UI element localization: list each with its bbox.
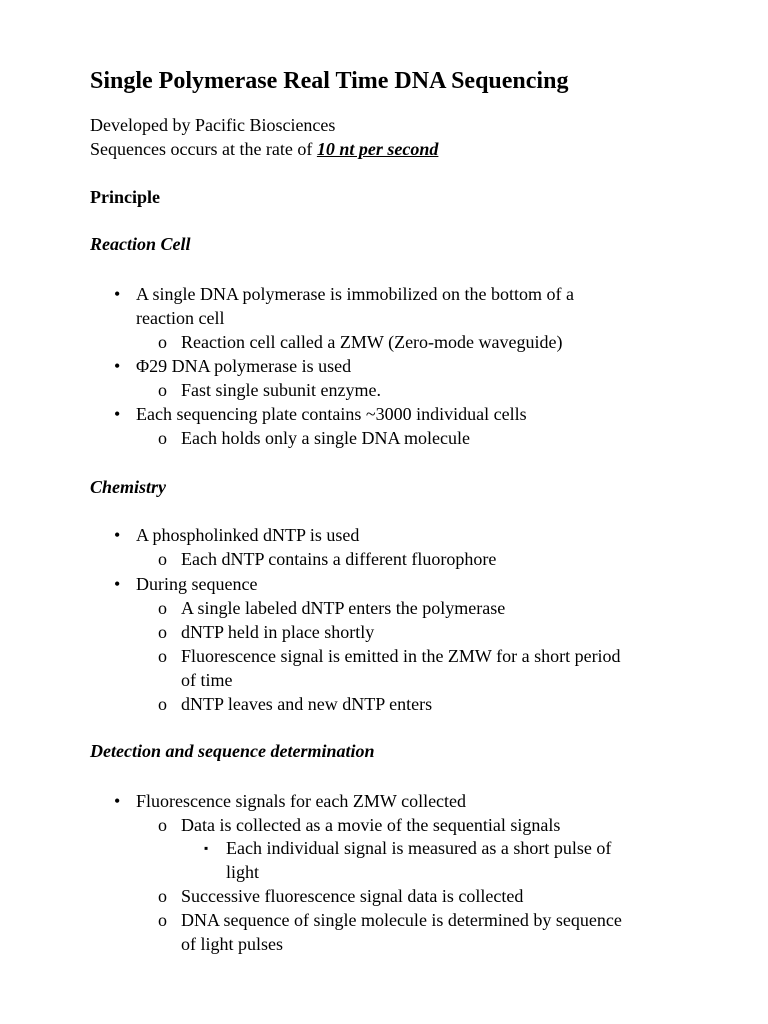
circle-bullet-icon: o (158, 549, 167, 569)
chemistry-item-2-sub-3-line-1: Fluorescence signal is emitted in the ZMW for a short period (181, 646, 621, 666)
reaction-item-3: Each sequencing plate contains ~3000 individual cells (136, 404, 527, 424)
bullet-icon: • (114, 574, 121, 594)
bullet-icon: • (114, 791, 121, 811)
chemistry-item-1-sub-1: Each dNTP contains a different fluorophore (181, 549, 497, 569)
reaction-item-1-sub-1: Reaction cell called a ZMW (Zero-mode waveguide) (181, 332, 563, 352)
circle-bullet-icon: o (158, 332, 167, 352)
reaction-item-2: Φ29 DNA polymerase is used (136, 356, 352, 376)
chemistry-heading: Chemistry (90, 477, 167, 497)
reaction-item-1-line-2: reaction cell (136, 308, 225, 328)
square-bullet-icon: ▪ (204, 841, 209, 855)
bullet-icon: • (114, 525, 121, 545)
circle-bullet-icon: o (158, 380, 167, 400)
principle-heading: Principle (90, 187, 160, 207)
rate-value: 10 nt per second (316, 139, 439, 159)
circle-bullet-icon: o (158, 815, 167, 835)
chemistry-item-2-sub-4: dNTP leaves and new dNTP enters (181, 694, 433, 714)
detection-item-1: Fluorescence signals for each ZMW collected (136, 791, 467, 811)
chemistry-item-2: During sequence (136, 574, 258, 594)
chemistry-item-2-sub-1: A single labeled dNTP enters the polymerase (181, 598, 506, 618)
circle-bullet-icon: o (158, 910, 167, 930)
detection-item-1-sub-3-line-2: of light pulses (181, 934, 283, 954)
bullet-icon: • (114, 284, 121, 304)
detection-item-1-sub-3-line-1: DNA sequence of single molecule is determined by sequence (181, 910, 622, 930)
developer-line: Developed by Pacific Biosciences (90, 115, 336, 135)
reaction-item-3-sub-1: Each holds only a single DNA molecule (181, 428, 470, 448)
detection-item-1-sub-1-sub-1-line-1: Each individual signal is measured as a short pulse of (226, 838, 612, 858)
detection-item-1-sub-1: Data is collected as a movie of the sequential signals (181, 815, 561, 835)
circle-bullet-icon: o (158, 428, 167, 448)
detection-item-1-sub-1-sub-1-line-2: light (226, 862, 260, 882)
chemistry-item-1: A phospholinked dNTP is used (136, 525, 360, 545)
bullet-icon: • (114, 356, 121, 376)
detection-item-1-sub-2: Successive fluorescence signal data is collected (181, 886, 524, 906)
circle-bullet-icon: o (158, 622, 167, 642)
circle-bullet-icon: o (158, 598, 167, 618)
reaction-item-2-sub-1: Fast single subunit enzyme. (181, 380, 381, 400)
chemistry-item-2-sub-2: dNTP held in place shortly (181, 622, 375, 642)
rate-line-prefix: Sequences occurs at the rate of (90, 139, 317, 159)
circle-bullet-icon: o (158, 886, 167, 906)
chemistry-item-2-sub-3-line-2: of time (181, 670, 233, 690)
rate-line (90, 137, 438, 161)
document-title: Single Polymerase Real Time DNA Sequencing (90, 68, 569, 94)
bullet-icon: • (114, 404, 121, 424)
reaction-cell-heading: Reaction Cell (90, 234, 191, 254)
circle-bullet-icon: o (158, 646, 167, 666)
reaction-item-1-line-1: A single DNA polymerase is immobilized on the bottom of a (136, 284, 574, 304)
detection-heading: Detection and sequence determination (90, 741, 375, 761)
circle-bullet-icon: o (158, 694, 167, 714)
